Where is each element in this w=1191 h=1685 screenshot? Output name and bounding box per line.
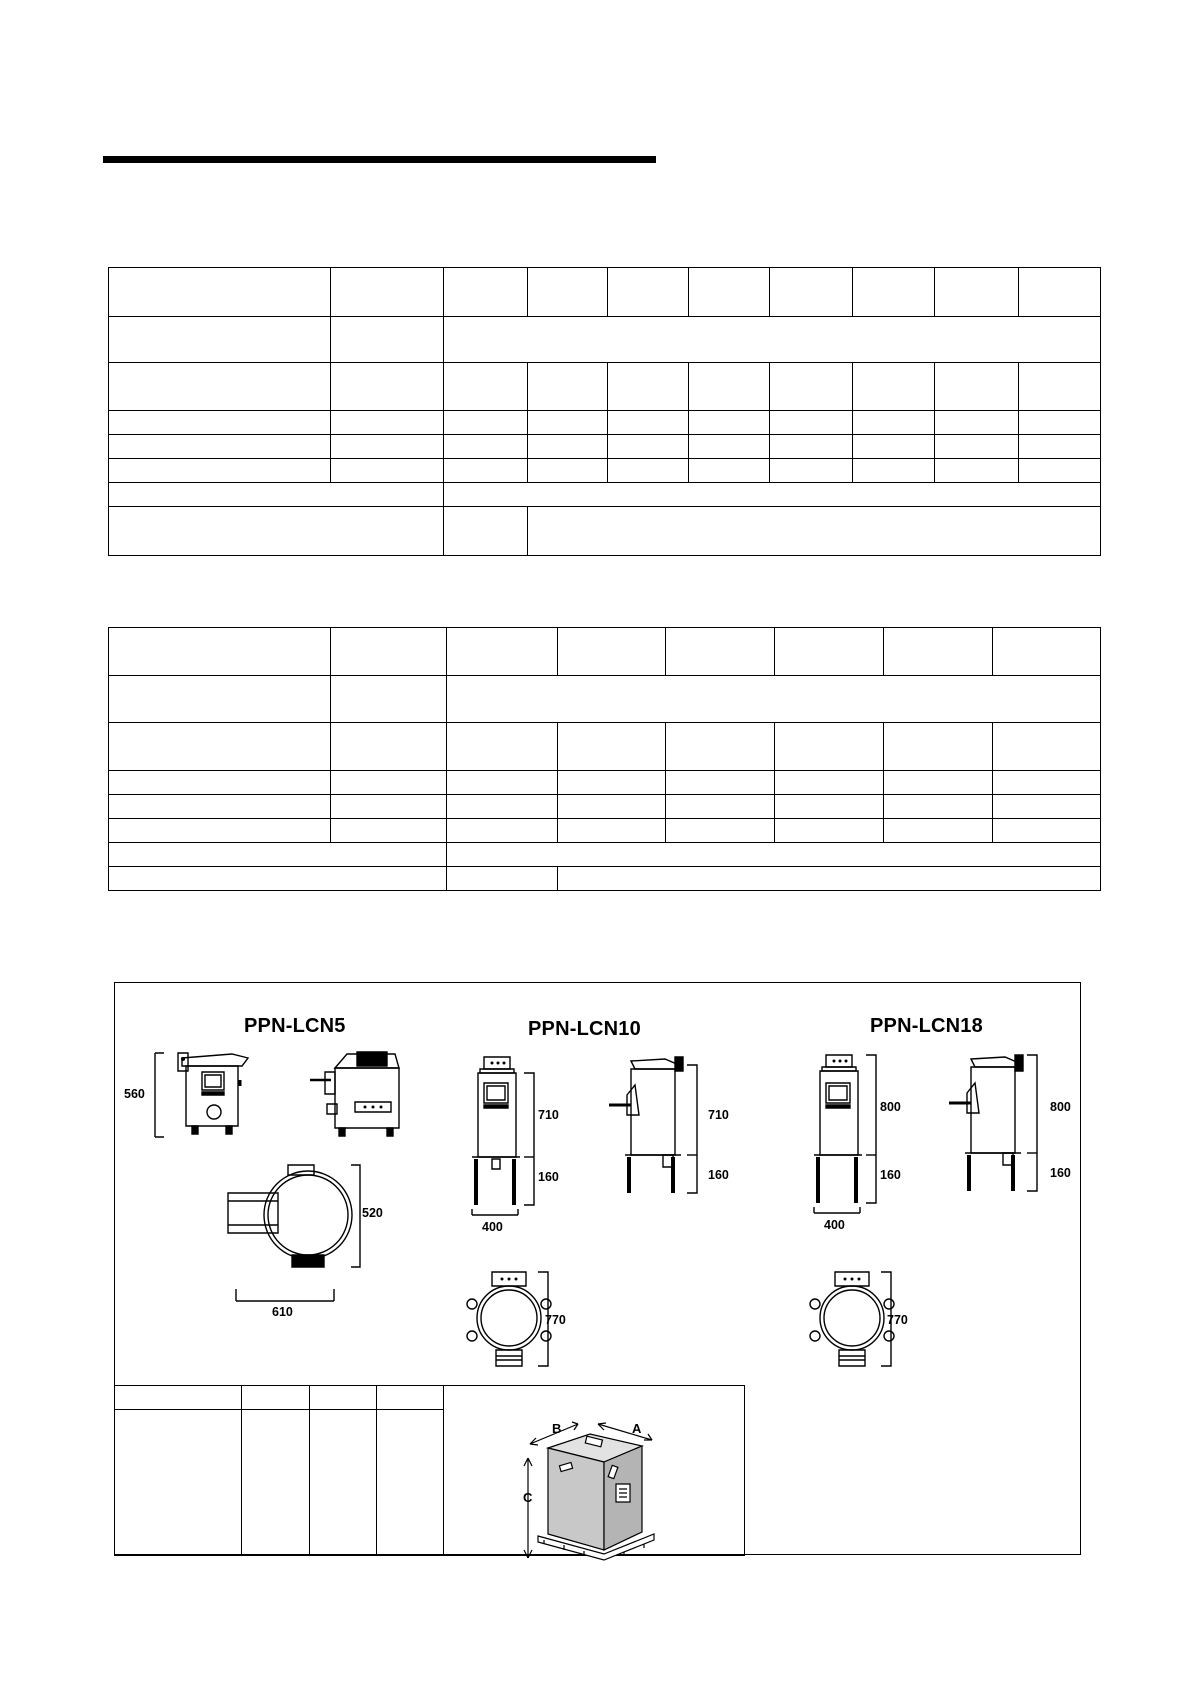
table-row <box>109 676 1101 723</box>
package-label-b: B <box>552 1421 562 1436</box>
spec-table-1 <box>108 267 1101 556</box>
lcn18-front-view <box>810 1053 900 1223</box>
dim-lcn10-body: 710 <box>538 1108 559 1122</box>
table-row <box>109 819 1101 843</box>
table-row <box>109 363 1101 411</box>
table-row <box>109 459 1101 483</box>
model-title-lcn10: PPN-LCN10 <box>528 1018 641 1040</box>
dim-lcn10-top: 770 <box>545 1313 566 1327</box>
dim-lcn18-width: 400 <box>824 1218 845 1232</box>
model-title-lcn5: PPN-LCN5 <box>244 1015 346 1037</box>
dim-lcn10-legs-side: 160 <box>708 1168 729 1182</box>
table-row <box>109 268 1101 317</box>
package-box-icon <box>520 1410 670 1560</box>
table-row <box>109 507 1101 556</box>
dim-lcn18-legs: 160 <box>880 1168 901 1182</box>
table-row <box>109 317 1101 363</box>
table-row <box>109 795 1101 819</box>
spec-table-2 <box>108 627 1101 891</box>
dim-lcn18-legs-side: 160 <box>1050 1166 1071 1180</box>
package-label-a: A <box>632 1421 642 1436</box>
table-row <box>109 867 1101 891</box>
lcn18-side-view <box>945 1053 1045 1203</box>
dim-lcn10-legs: 160 <box>538 1170 559 1184</box>
dim-lcn10-body-side: 710 <box>708 1108 729 1122</box>
dim-lcn10-width: 400 <box>482 1220 503 1234</box>
table-row <box>109 628 1101 676</box>
lcn5-front-view <box>152 1050 252 1140</box>
dim-lcn18-top: 770 <box>887 1313 908 1327</box>
table-row <box>109 411 1101 435</box>
table-row <box>109 483 1101 507</box>
dim-lcn5-width: 610 <box>272 1305 293 1319</box>
model-title-lcn18: PPN-LCN18 <box>870 1015 983 1037</box>
title-rule <box>103 156 656 163</box>
dim-lcn5-depth: 520 <box>362 1206 383 1220</box>
table-row <box>109 843 1101 867</box>
lcn10-front-view <box>468 1055 558 1225</box>
lcn5-side-view <box>305 1050 405 1140</box>
table-row <box>115 1386 745 1410</box>
package-label-c: C <box>523 1490 533 1505</box>
lcn5-top-view <box>226 1163 366 1293</box>
dim-lcn18-body: 800 <box>880 1100 901 1114</box>
table-row <box>109 435 1101 459</box>
dim-lcn5-height: 560 <box>124 1087 145 1101</box>
lcn10-side-view <box>605 1055 705 1205</box>
table-row <box>109 723 1101 771</box>
table-row <box>109 771 1101 795</box>
dim-lcn18-body-side: 800 <box>1050 1100 1071 1114</box>
